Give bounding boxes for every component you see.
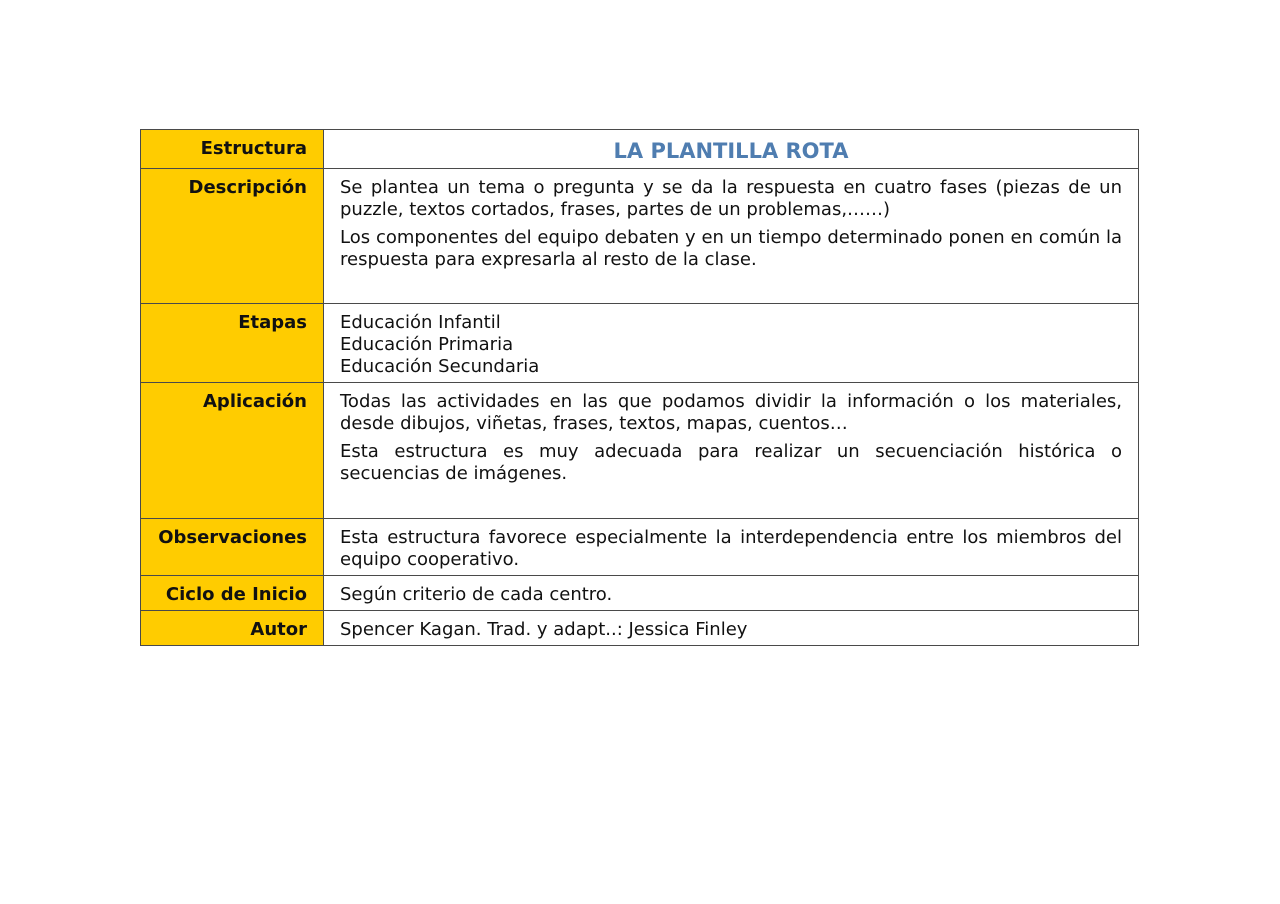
row-ciclo-inicio bbox=[141, 576, 1139, 611]
label-etapas: Etapas bbox=[141, 304, 324, 383]
observaciones-content bbox=[324, 519, 1139, 576]
row-descripcion bbox=[141, 169, 1139, 304]
label-aplicacion: Aplicación bbox=[141, 383, 324, 519]
etapas-content bbox=[324, 304, 1139, 383]
aplicacion-content bbox=[324, 383, 1139, 519]
aplicacion-paragraph: Todas las actividades en las que podamos dividir la información o los materiales, desde dibujos, viñetas, frases, textos, mapas, cuentos… bbox=[340, 391, 1122, 434]
label-observaciones: Observaciones bbox=[141, 519, 324, 576]
row-aplicacion bbox=[141, 383, 1139, 519]
label-estructura: Estructura bbox=[141, 130, 324, 169]
structure-title: LA PLANTILLA ROTA bbox=[324, 130, 1139, 169]
autor-text: Spencer Kagan. Trad. y adapt..: Jessica Finley bbox=[324, 611, 1139, 646]
etapa-item: Educación Secundaria bbox=[340, 356, 540, 377]
descripcion-paragraph: Los componentes del equipo debaten y en un tiempo determinado ponen en común la respuesta para expresarla al resto de la clase. bbox=[340, 227, 1122, 270]
row-autor bbox=[141, 611, 1139, 646]
row-observaciones bbox=[141, 519, 1139, 576]
etapa-item: Educación Infantil bbox=[340, 312, 501, 333]
label-autor: Autor bbox=[141, 611, 324, 646]
descripcion-paragraph: Se plantea un tema o pregunta y se da la respuesta en cuatro fases (piezas de un puzzle, textos cortados, frases, partes de un problemas,……) bbox=[340, 177, 1122, 220]
structure-card-table bbox=[140, 129, 1139, 646]
row-estructura bbox=[141, 130, 1139, 169]
observaciones-text: Esta estructura favorece especialmente la interdependencia entre los miembros del equipo cooperativo. bbox=[340, 527, 1122, 570]
label-descripcion: Descripción bbox=[141, 169, 324, 304]
etapa-item: Educación Primaria bbox=[340, 334, 514, 355]
label-ciclo-inicio: Ciclo de Inicio bbox=[141, 576, 324, 611]
ciclo-text: Según criterio de cada centro. bbox=[324, 576, 1139, 611]
descripcion-content bbox=[324, 169, 1139, 304]
row-etapas bbox=[141, 304, 1139, 383]
aplicacion-paragraph: Esta estructura es muy adecuada para realizar un secuenciación histórica o secuencias de imágenes. bbox=[340, 441, 1122, 484]
